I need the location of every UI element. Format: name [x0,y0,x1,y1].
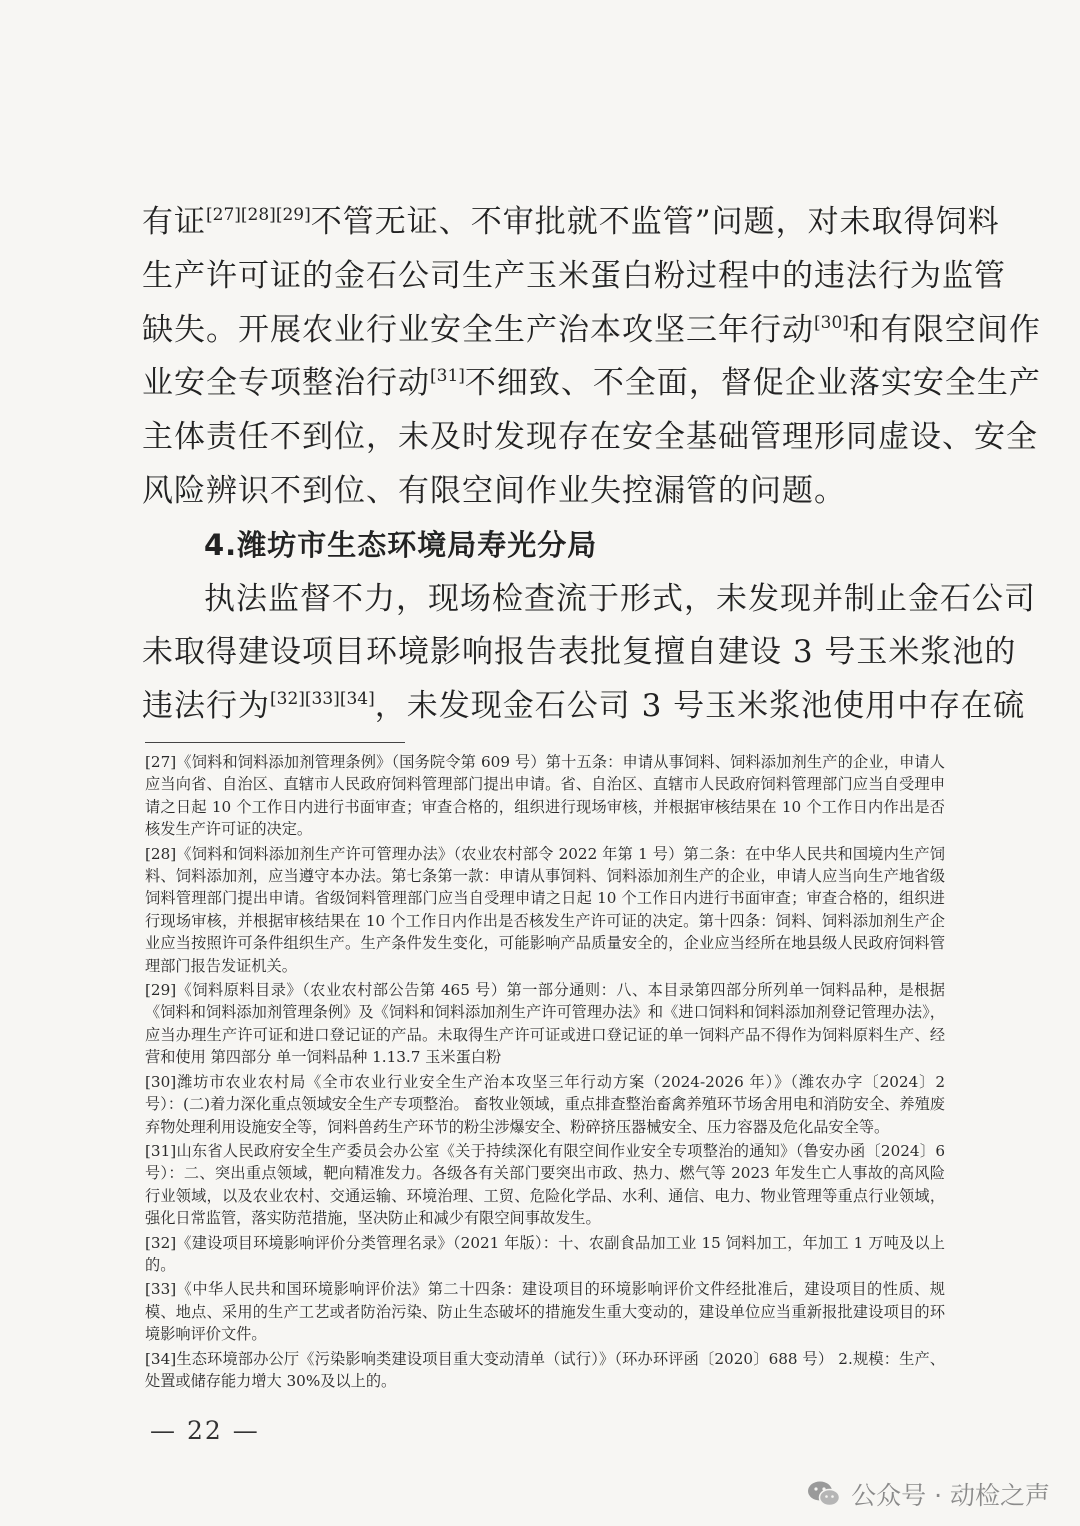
main-text [142,196,1041,734]
text-line: 主体责任不到位，未及时发现存在安全基础管理形同虚设、安全 [142,419,1038,456]
text-line: 执法监督不力，现场检查流于形式，未发现并制止金石公司 [204,580,1036,617]
footnote: [32]《建设项目环境影响评价分类管理名录》（2021 年版）：十、农副食品加工业 15 饲料加工，年加工 1 万吨及以上的。 [145,1233,945,1274]
footnote: [30]潍坊市农业农村局《全市农业行业安全生产治本攻坚三年行动方案（2024-2026 年）》（潍农办字〔2024〕2 号）：(二)着力深化重点领域安全生产专项整治。 畜牧业领域，重点排查整治畜禽养殖环节场舍用电和消防安全、养殖废弃物处理利用设施安全等，饲料兽药生产环节的粉尘涉爆安全、粉碎挤压器械安全、压力容器及危化品安全等。 [145,1072,945,1136]
footnote-ref[interactable]: [33] [304,689,340,710]
section-heading: 4.潍坊市生态环境局寿光分局 [204,527,598,562]
footnote-ref[interactable]: [28] [240,205,276,225]
text-line: 业安全专项整治行动[31]不细致、不全面，督促企业落实安全生产 [142,365,1041,402]
footnote-ref[interactable]: [30] [814,312,849,333]
footnote: [34]生态环境部办公厅《污染影响类建设项目重大变动清单（试行）》（环办环评函〔2020〕688 号） 2.规模：生产、处置或储存能力增大 30%及以上的。 [145,1349,945,1390]
footnote: [28]《饲料和饲料添加剂生产许可管理办法》（农业农村部令 2022 年第 1 号）第二条：在中华人民共和国境内生产饲料、饲料添加剂，应当遵守本办法。第七条第一款：申请从事饲料、饲料添加剂生产的企业，申请人应当向生产地省级饲料管理部门提出申请。省级饲料管理部门应当自受理申请之日起 10 个工作日内进行书面审查；审查合格的，组织进行现场审核，并根据审核结果在 10 个工作日内作出是否核发生产许可证的决定。第十四条：饲料、饲料添加剂生产企业应当按照许可条件组织生产。生产条件发生变化，可能影响产品质量安全的，企业应当经所在地县级人民政府饲料管理部门报告发证机关。 [145,844,945,975]
page-number: — 22 — [150,1416,260,1445]
wechat-icon [807,1480,841,1508]
footnote-ref[interactable]: [29] [275,205,311,225]
text-line: 风险辨识不到位、有限空间作业失控漏管的问题。 [142,472,846,509]
footnote-ref[interactable]: [27] [206,205,241,225]
footnotes [145,751,945,1394]
footnote-divider [145,742,405,743]
footnote: [33]《中华人民共和国环境影响评价法》第二十四条：建设项目的环境影响评价文件经批准后，建设项目的性质、规模、地点、采用的生产工艺或者防治污染、防止生态破坏的措施发生重大变动的，建设单位应当重新报批建设项目的环境影响评价文件。 [145,1280,945,1344]
footnote: [27]《饲料和饲料添加剂管理条例》（国务院令第 609 号）第十五条：申请从事饲料、饲料添加剂生产的企业，申请人应当向省、自治区、直辖市人民政府饲料管理部门提出申请。省、自治区、直辖市人民政府饲料管理部门应当自受理申请之日起 10 个工作日内进行书面审查；审查合格的，组织进行现场审核，并根据审核结果在 10 个工作日内作出是否核发生产许可证的决定。 [145,753,945,839]
text-line: 未取得建设项目环境影响报告表批复擅自建设 3 号玉米浆池的 [142,634,1017,671]
footnote-ref[interactable]: [31] [430,366,465,387]
text-line: 生产许可证的金石公司生产玉米蛋白粉过程中的违法行为监管 [142,257,1006,294]
footnote: [31]山东省人民政府安全生产委员会办公室《关于持续深化有限空间作业安全专项整治的通知》（鲁安办函〔2024〕6 号）：二、突出重点领域，靶向精准发力。各级各有关部门要突出市政、热力、燃气等 2023 年发生亡人事故的高风险行业领域，以及农业农村、交通运输、环境治理、工贸、危险化学品、水利、通信、电力、物业管理等重点行业领域，强化日常监管，落实防范措施，坚决防止和减少有限空间事故发生。 [145,1141,945,1228]
footnote-ref[interactable]: [32] [270,689,305,710]
text-line: 违法行为[32][33][34]，未发现金石公司 3 号玉米浆池使用中存在硫 [142,688,1026,725]
footnote-ref[interactable]: [34] [339,689,375,710]
watermark [807,1476,1050,1512]
text-line: 缺失。开展农业行业安全生产治本攻坚三年行动[30]和有限空间作 [142,311,1041,348]
footnote: [29]《饲料原料目录》（农业农村部公告第 465 号）第一部分通则：八、本目录第四部分所列单一饲料品种，是根据《饲料和饲料添加剂管理条例》及《饲料和饲料添加剂生产许可管理办法》和《进口饲料和饲料添加剂登记管理办法》，应当办理生产许可证和进口登记证的产品。未取得生产许可证或进口登记证的单一饲料产品不得作为饲料原料生产、经营和使用 第四部分 单一饲料品种 1.13.7 玉米蛋白粉 [145,981,945,1067]
watermark-text: 公众号 · 动检之声 [851,1481,1050,1510]
text-line: 有证[27][28][29]不管无证、不审批就不监管”问题，对未取得饲料 [142,204,1000,240]
